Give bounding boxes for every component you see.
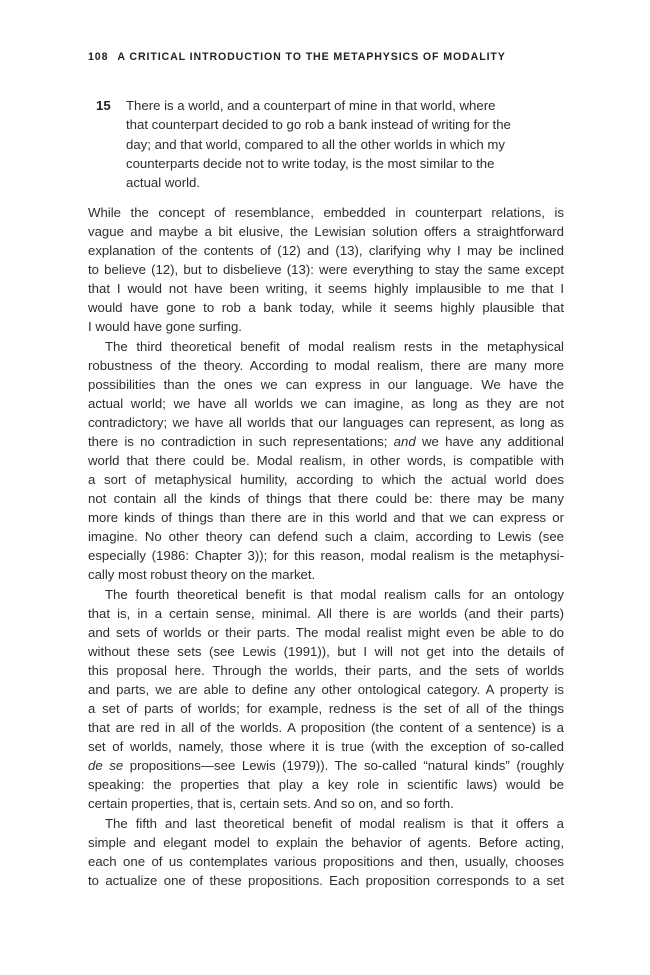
example-text [126, 96, 548, 192]
paragraph-3-line: certain properties, that is, certain sets. And so on, and so forth. [88, 796, 454, 812]
example-line: that counterpart decided to go rob a bank instead of writing for the [126, 117, 511, 133]
paragraph-2-line: The third theoretical benefit of modal realism rests in the metaphysical [105, 338, 564, 354]
paragraph-2-line: contradictory; we have all worlds that our languages can represent, as long as [88, 414, 564, 430]
paragraph-1-line: vague and maybe a bit elusive, the Lewisian solution offers a straightforward [88, 224, 564, 240]
example-line: There is a world, and a counterpart of mine in that world, where [126, 98, 496, 113]
paragraph-3-line [88, 756, 564, 775]
paragraph-2-line [88, 432, 564, 451]
paragraph-1-line: While the concept of resemblance, embedded in counterpart relations, is [88, 205, 564, 220]
paragraph-3-line: this proposal here. Through the worlds, their parts, and the sets of worlds [88, 662, 564, 678]
paragraph-1-line: I would have gone surfing. [88, 319, 242, 335]
paragraph-3-line: that are red in all of the worlds. A proposition (the content of a sentence) is a [88, 720, 564, 736]
paragraph-2-line: especially (1986: Chapter 3)); for this reason, modal realism is the metaphysi- [88, 548, 564, 564]
paragraph-4-line: The fifth and last theoretical benefit of modal realism is that it offers a [105, 815, 564, 831]
paragraph-1-line: that I would not have been writing, it seems highly implausible to me that I [88, 281, 564, 297]
example-number: 15 [96, 98, 111, 113]
line-text: we have any additional [415, 433, 564, 449]
paragraph-4-line: to actualize one of these propositions. Each proposition corresponds to a set [88, 872, 564, 888]
paragraph-3-line: and sets of worlds or their parts. The modal realist might even be able to do [88, 624, 564, 640]
paragraph-4-line: simple and elegant model to explain the behavior of agents. Before acting, [88, 834, 564, 850]
paragraph-3-line: without these sets (see Lewis (1991)), but I will not get into the details of [88, 643, 564, 659]
paragraph-1-line: would have gone to rob a bank today, while it seems highly plausible that [88, 300, 564, 316]
paragraph-3-line: The fourth theoretical benefit is that modal realism calls for an ontology [105, 586, 564, 602]
italic-de-se: de se [88, 758, 124, 774]
paragraph-2-line: a sort of metaphysical humility, according to which the actual world does [88, 472, 564, 488]
paragraph-2-line: not contain all the kinds of things that there could be: there may be many [88, 491, 564, 507]
paragraph-4-line: each one of us contemplates various propositions and then, usually, chooses [88, 853, 564, 869]
italic-and: and [393, 433, 416, 449]
paragraph-1-line: to believe (12), but to disbelieve (13): were everything to stay the same except [88, 262, 564, 278]
line-text: there is no contradiction in such representations; [88, 433, 388, 449]
paragraph-2-line: possibilities than the ones we can express in our language. We have the [88, 376, 564, 392]
paragraph-2-line: robustness of the theory. According to modal realism, there are many more [88, 357, 564, 373]
running-header [88, 51, 563, 63]
paragraph-3-line: and parts, we are able to define any other ontological category. A property is [88, 681, 564, 697]
example-line: actual world. [126, 175, 201, 191]
paragraph-3-line: that is, in a certain sense, minimal. All there is are worlds (and their parts) [88, 605, 564, 621]
paragraph-3-line: set of worlds, namely, those where it is true (with the exception of so-called [88, 739, 564, 755]
body-text [88, 203, 564, 890]
paragraph-2-line: cally most robust theory on the market. [88, 567, 316, 583]
paragraph-2-line: more kinds of things than there are in this world and that we can express or [88, 510, 564, 526]
running-title: A CRITICAL INTRODUCTION TO THE METAPHYSICS OF MODALITY [117, 51, 506, 63]
example-line: day; and that world, compared to all the other worlds in which my [126, 136, 505, 152]
paragraph-2-line: world that there could be. Modal realism, in other words, is compatible with [88, 453, 564, 469]
paragraph-1-line: explanation of the contents of (12) and (13), clarifying why I may be inclined [88, 243, 564, 259]
paragraph-2-line: imagine. No other theory can defend such a claim, according to Lewis (see [88, 529, 564, 545]
paragraph-2-line: actual world; we have all worlds we can imagine, as long as they are not [88, 395, 564, 411]
example-line: counterparts decide not to write today, is the most similar to the [126, 155, 495, 171]
line-text: propositions—see Lewis (1979)). The so-called “natural kinds” (roughly [123, 758, 564, 774]
paragraph-3-line: speaking: the properties that play a key role in scientific laws) would be [88, 777, 564, 793]
page-number: 108 [88, 51, 109, 63]
paragraph-3-line: a set of parts of worlds; for example, redness is the set of all of the things [88, 701, 564, 717]
